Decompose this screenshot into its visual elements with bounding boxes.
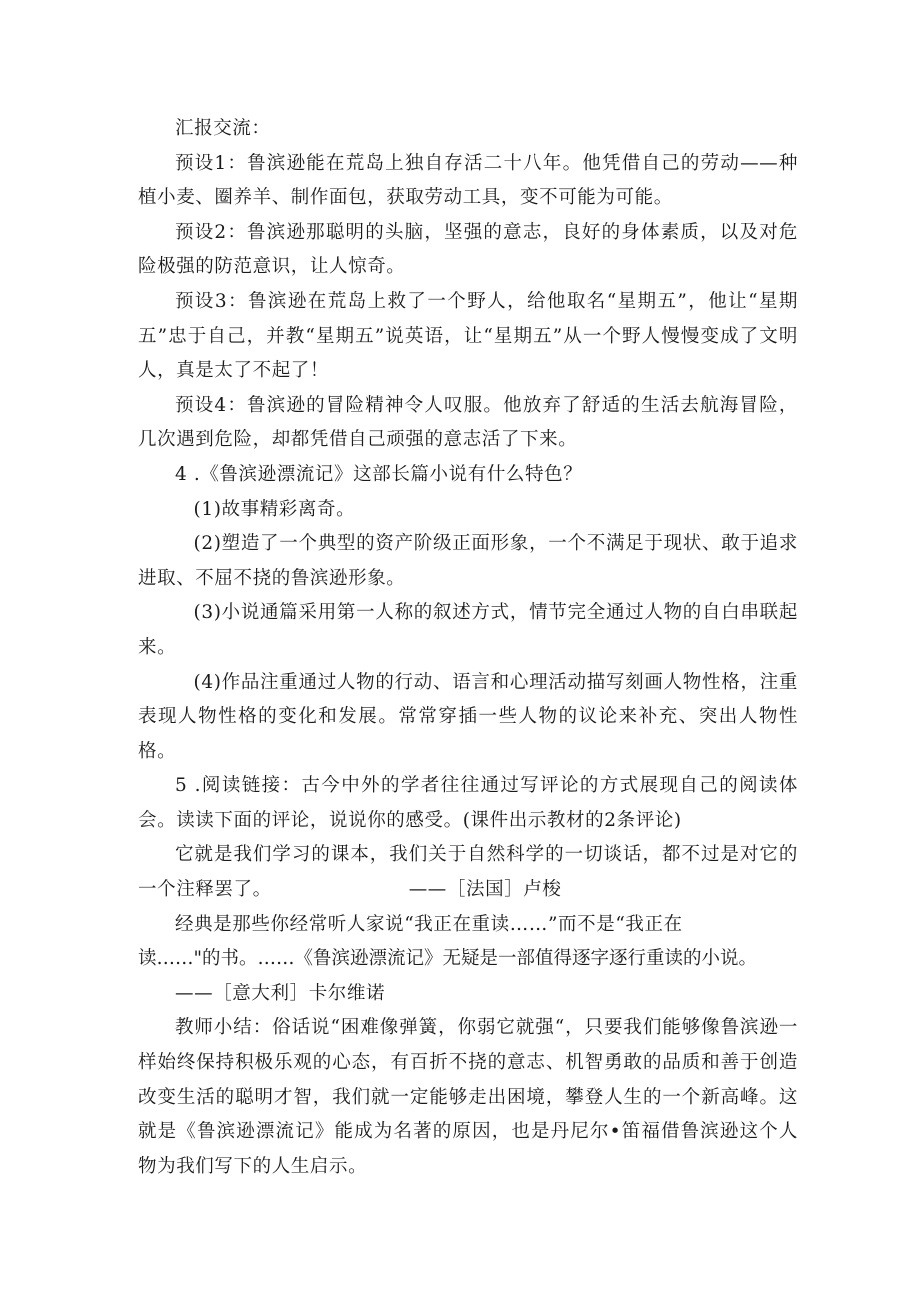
quote-1-text: 它就是我们学习的课本，我们关于自然科学的一切谈话，都不过是对它的一个注释罢了。 — [138, 844, 798, 901]
quote-2-line-1: 经典是那些你经常听人家说“我正在重读……”而不是“我正在 — [175, 913, 683, 935]
question-4: 4 .《鲁滨逊漂流记》这部长篇小说有什么特色？ — [175, 463, 583, 485]
quote-2-attribution: ——［意大利］卡尔维诺 — [175, 982, 386, 1004]
preset-2: 预设2：鲁滨逊那聪明的头脑，坚强的意志，良好的身体素质，以及对危险极强的防范意识，让人惊奇。 — [138, 221, 798, 278]
quote-2-line-2: 读……"的书。……《鲁滨逊漂流记》无疑是一部值得逐字逐行重读的小说。 — [138, 948, 758, 970]
feature-item-1: (1)故事精彩离奇。 — [193, 498, 356, 520]
section-heading: 汇报交流： — [175, 118, 271, 139]
feature-item-4: (4)作品注重通过人物的行动、语言和心理活动描写刻画人物性格，注重表现人物性格的变化和发展。常常穿插一些人物的议论来补充、突出人物性格。 — [138, 671, 798, 762]
feature-item-2: (2)塑造了一个典型的资产阶级正面形象，一个不满足于现状、敢于追求进取、不屈不挠的鲁滨逊形象。 — [138, 533, 798, 589]
teacher-summary: 教师小结：俗话说“困难像弹簧，你弱它就强“，只要我们能够像鲁滨逊一样始终保持积极乐观的心态，有百折不挠的意志、机智勇敢的品质和善于创造改变生活的聪明才智，我们就一定能够走出困境，攀登人生的一个新高峰。这就是《鲁滨逊漂流记》能成为名著的原因，也是丹尼尔•笛福借鲁滨逊这个人物为我们写下的人生启示。 — [138, 1017, 798, 1177]
preset-1: 预设1：鲁滨逊能在荒岛上独自存活二十八年。他凭借自己的劳动——种植小麦、圈养羊、制作面包，获取劳动工具，变不可能为可能。 — [138, 152, 798, 209]
feature-item-3: (3)小说通篇采用第一人称的叙述方式，情节完全通过人物的自白串联起来。 — [138, 602, 798, 658]
preset-4: 预设4：鲁滨逊的冒险精神令人叹服。他放弃了舒适的生活去航海冒险，几次遇到危险，却都凭借自己顽强的意志活了下来。 — [138, 394, 798, 451]
question-5: 5 .阅读链接：古今中外的学者往往通过写评论的方式展现自己的阅读体会。读读下面的评论，说说你的感受。(课件出示教材的2条评论) — [138, 775, 798, 831]
document-body — [138, 112, 798, 1184]
quote-1-attribution: ——［法国］卢梭 — [408, 879, 562, 901]
quote-1 — [138, 838, 798, 907]
preset-3: 预设3：鲁滨逊在荒岛上救了一个野人，给他取名“星期五”，他让“星期五”忠于自己，并教“星期五”说英语，让“星期五”从一个野人慢慢变成了文明人，真是太了不起了！ — [138, 290, 798, 382]
